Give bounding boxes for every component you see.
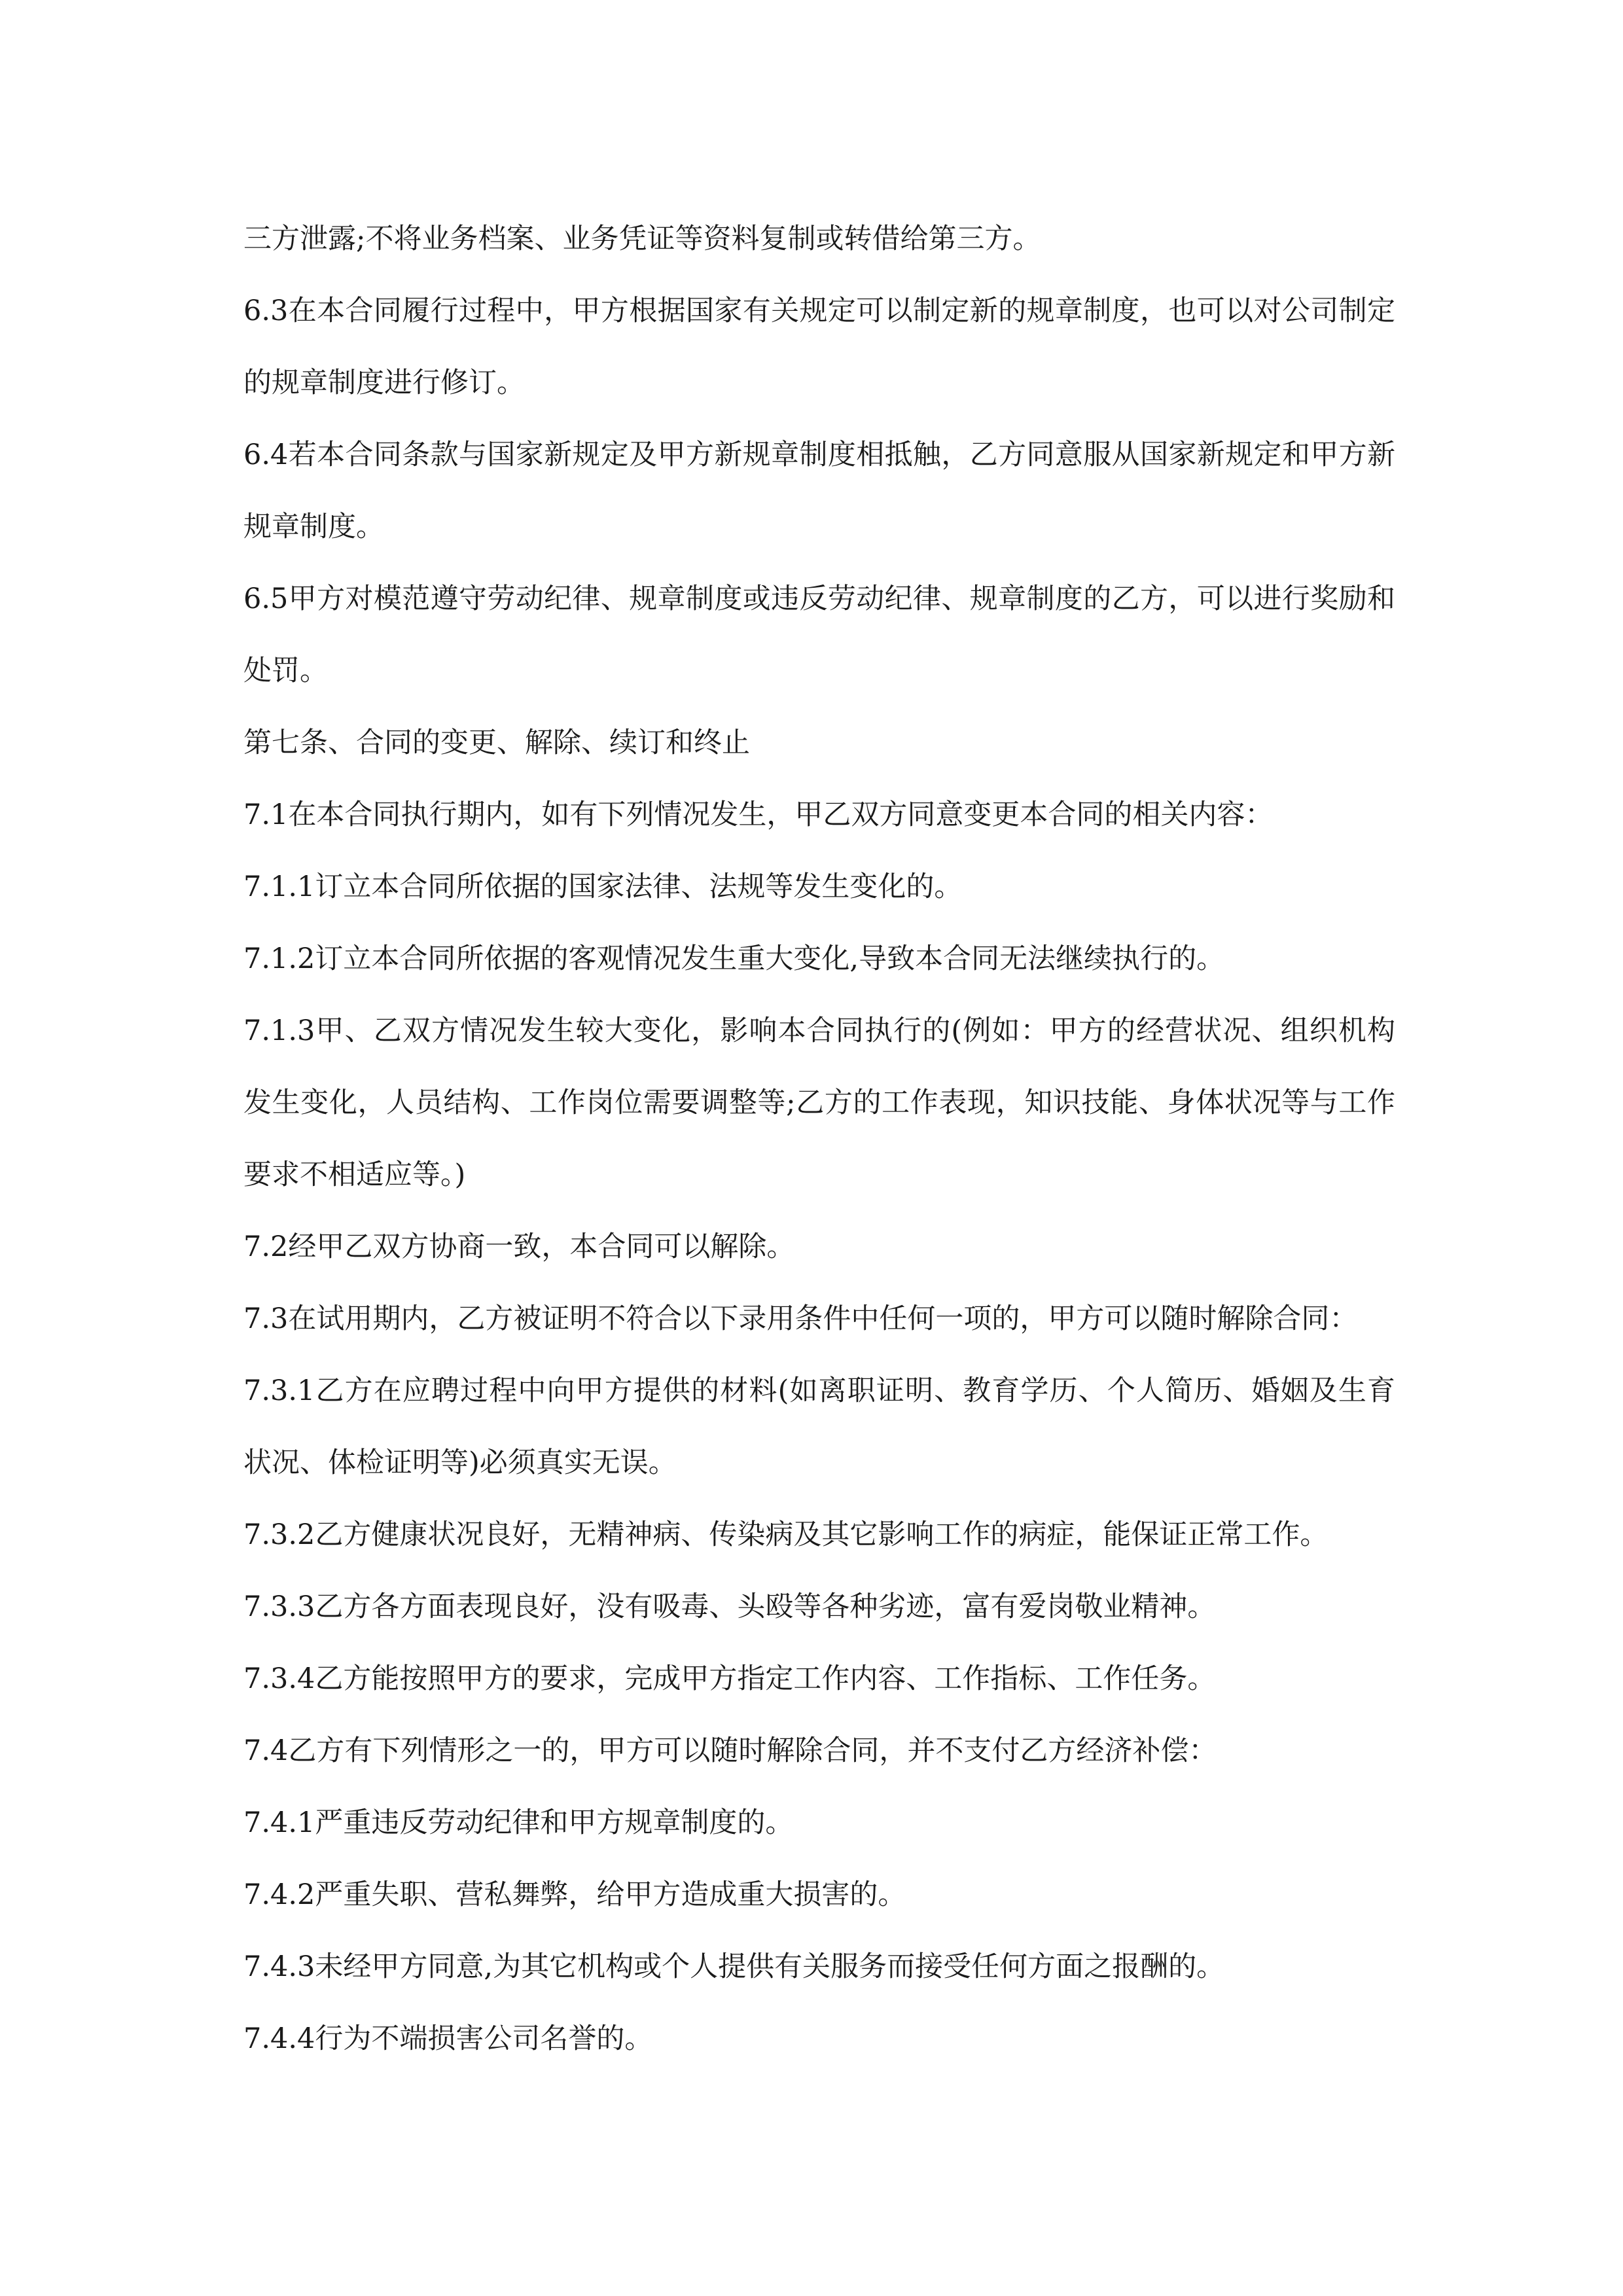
clause-7-3: 7.3在试用期内，乙方被证明不符合以下录用条件中任何一项的，甲方可以随时解除合同： bbox=[243, 1302, 1358, 1335]
section-heading-article-7: 第七条、合同的变更、解除、续订和终止 bbox=[243, 726, 750, 759]
clause-7-3-2: 7.3.2乙方健康状况良好，无精神病、传染病及其它影响工作的病症，能保证正常工作。 bbox=[243, 1518, 1329, 1551]
clause-7-2: 7.2经甲乙双方协商一致，本合同可以解除。 bbox=[243, 1230, 795, 1263]
clause-6-3: 6.3在本合同履行过程中，甲方根据国家有关规定可以制定新的规章制度，也可以对公司制定的规章制度进行修订。 bbox=[243, 295, 1395, 399]
clause-7-4-1: 7.4.1严重违反劳动纪律和甲方规章制度的。 bbox=[243, 1806, 794, 1839]
clause-7-3-1: 7.3.1乙方在应聘过程中向甲方提供的材料(如离职证明、教育学历、个人简历、婚姻及生育状况、体检证明等)必须真实无误。 bbox=[243, 1374, 1395, 1479]
clause-6-5: 6.5甲方对模范遵守劳动纪律、规章制度或违反劳动纪律、规章制度的乙方，可以进行奖励和处罚。 bbox=[243, 583, 1395, 687]
clause-7-4-4: 7.4.4行为不端损害公司名誉的。 bbox=[243, 2022, 653, 2055]
paragraph-continuation: 三方泄露;不将业务档案、业务凭证等资料复制或转借给第三方。 bbox=[243, 223, 1041, 255]
clause-7-1-2: 7.1.2订立本合同所依据的客观情况发生重大变化,导致本合同无法继续执行的。 bbox=[243, 942, 1225, 975]
clause-7-4-2: 7.4.2严重失职、营私舞弊，给甲方造成重大损害的。 bbox=[243, 1878, 906, 1911]
clause-7-4-3: 7.4.3未经甲方同意,为其它机构或个人提供有关服务而接受任何方面之报酬的。 bbox=[243, 1950, 1225, 1983]
clause-7-3-3: 7.3.3乙方各方面表现良好，没有吸毒、头殴等各种劣迹，富有爱岗敬业精神。 bbox=[243, 1590, 1216, 1623]
clause-7-1: 7.1在本合同执行期内，如有下列情况发生，甲乙双方同意变更本合同的相关内容： bbox=[243, 798, 1274, 831]
document-body bbox=[243, 203, 1395, 2075]
clause-6-4: 6.4若本合同条款与国家新规定及甲方新规章制度相抵触，乙方同意服从国家新规定和甲方新规章制度。 bbox=[243, 439, 1395, 543]
clause-7-1-3: 7.1.3甲、乙双方情况发生较大变化，影响本合同执行的(例如：甲方的经营状况、组织机构发生变化，人员结构、工作岗位需要调整等;乙方的工作表现，知识技能、身体状况等与工作要求不相适应等。) bbox=[243, 1014, 1395, 1191]
clause-7-4: 7.4乙方有下列情形之一的，甲方可以随时解除合同，并不支付乙方经济补偿： bbox=[243, 1734, 1217, 1767]
clause-7-1-1: 7.1.1订立本合同所依据的国家法律、法规等发生变化的。 bbox=[243, 870, 963, 903]
clause-7-3-4: 7.3.4乙方能按照甲方的要求，完成甲方指定工作内容、工作指标、工作任务。 bbox=[243, 1662, 1216, 1695]
